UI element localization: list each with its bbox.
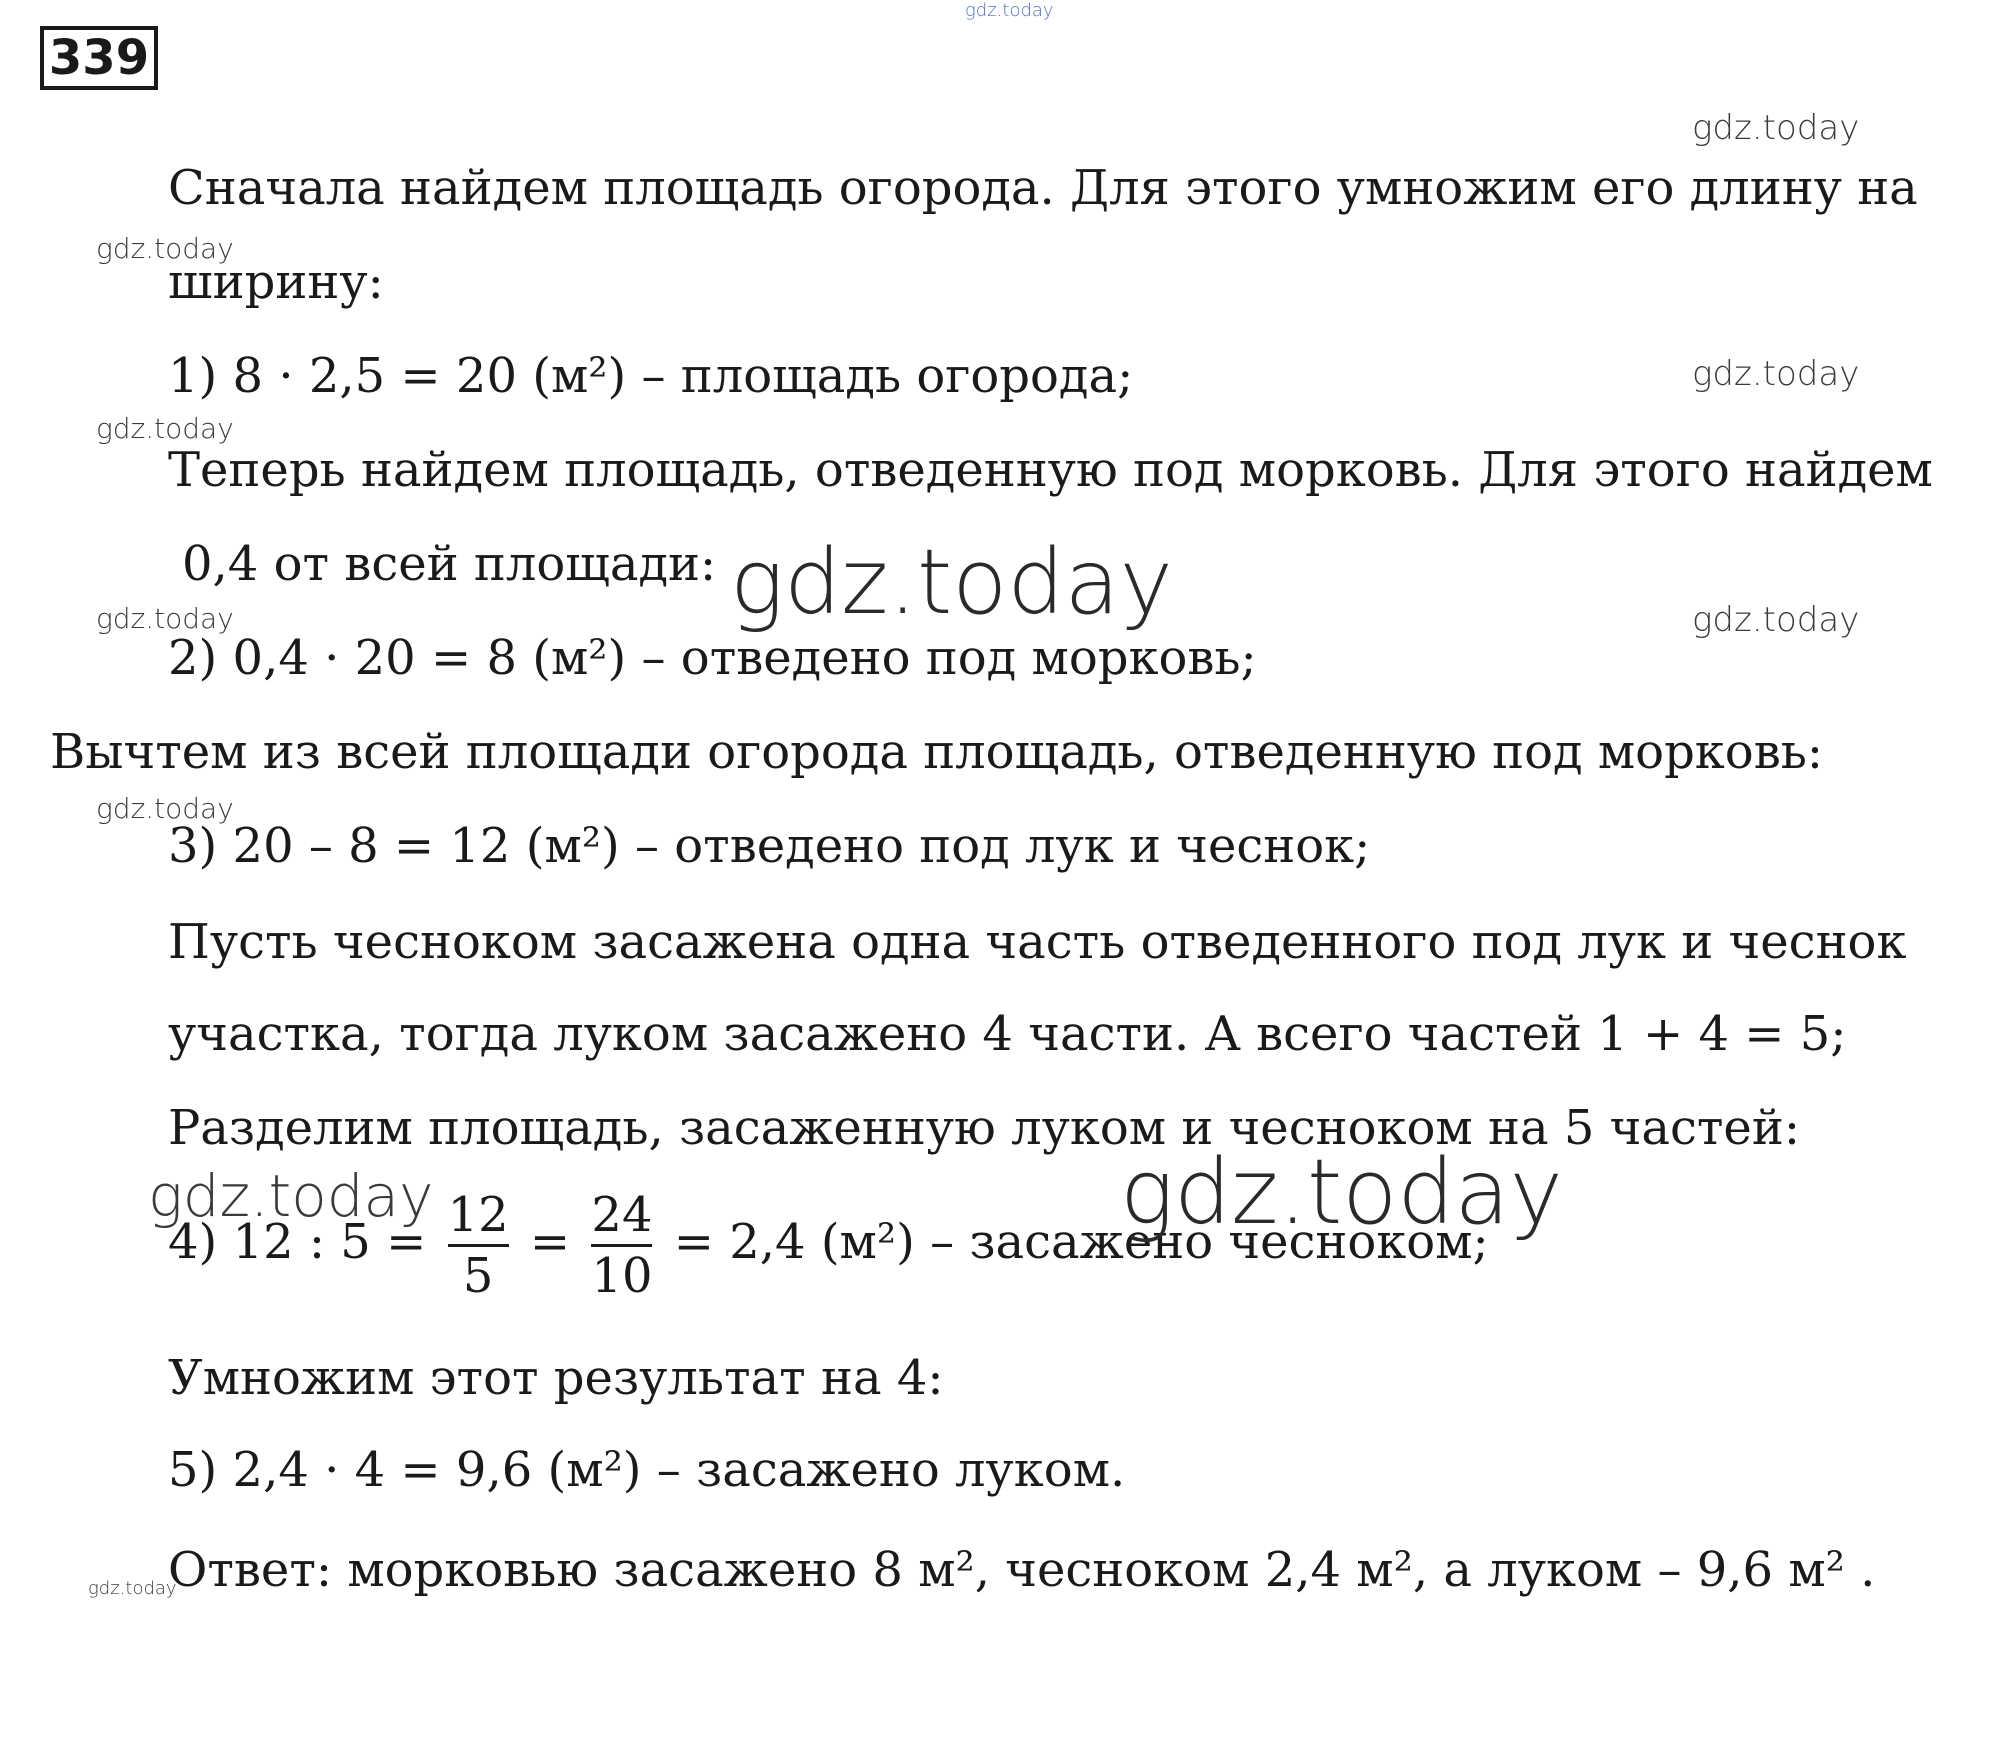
watermark: gdz.today [96,232,234,265]
watermark: gdz.today [1692,108,1860,148]
fraction-numerator: 24 [591,1187,653,1243]
fraction-denominator: 10 [591,1244,652,1305]
step-4-suffix: = 2,4 (м²) – засажено чесноком; [673,1214,1489,1270]
watermark: gdz.today [96,792,234,825]
step-4-prefix: 4) 12 : 5 = [168,1214,427,1270]
text-line-6: Пусть чесноком засажена одна часть отведенного под лук и чеснок [168,914,1907,970]
watermark-top: gdz.today [965,0,1054,21]
step-3: 3) 20 – 8 = 12 (м²) – отведено под лук и чеснок; [168,818,1371,874]
watermark: gdz.today [1692,600,1860,640]
text-line-7: участка, тогда луком засажено 4 части. А всего частей 1 + 4 = 5; [168,1006,1847,1062]
watermark: gdz.today [96,602,234,635]
fraction-12-5 [448,1186,509,1305]
text-line-4: 0,4 от всей площади: [182,536,717,592]
watermark-large: gdz.today [730,530,1173,635]
fraction-denominator: 5 [448,1244,509,1305]
watermark: gdz.today [1692,354,1860,394]
text-line-3: Теперь найдем площадь, отведенную под морковь. Для этого найдем [168,442,1933,498]
problem-number: 339 [40,26,158,90]
watermark: gdz.today [88,1578,177,1599]
watermark: gdz.today [96,412,234,445]
text-line-9: Умножим этот результат на 4: [168,1350,944,1406]
step-1: 1) 8 · 2,5 = 20 (м²) – площадь огорода; [168,348,1134,404]
answer-line: Ответ: морковью засажено 8 м², чесноком 2,4 м², а луком – 9,6 м² . [168,1542,1876,1598]
text-line-2: ширину: [168,254,384,310]
watermark: gdz.today [148,1162,434,1230]
step-5: 5) 2,4 · 4 = 9,6 (м²) – засажено луком. [168,1442,1126,1498]
equals-sign: = [529,1214,571,1270]
fraction-numerator: 12 [447,1187,509,1243]
watermark-large: gdz.today [1120,1140,1563,1245]
step-2: 2) 0,4 · 20 = 8 (м²) – отведено под морковь; [168,630,1257,686]
fraction-24-10 [591,1186,652,1305]
text-line-8: Разделим площадь, засаженную луком и чесноком на 5 частей: [168,1100,1800,1156]
text-line-1: Сначала найдем площадь огорода. Для этого умножим его длину на [168,160,1918,216]
text-line-5: Вычтем из всей площади огорода площадь, отведенную под морковь: [50,724,1824,780]
